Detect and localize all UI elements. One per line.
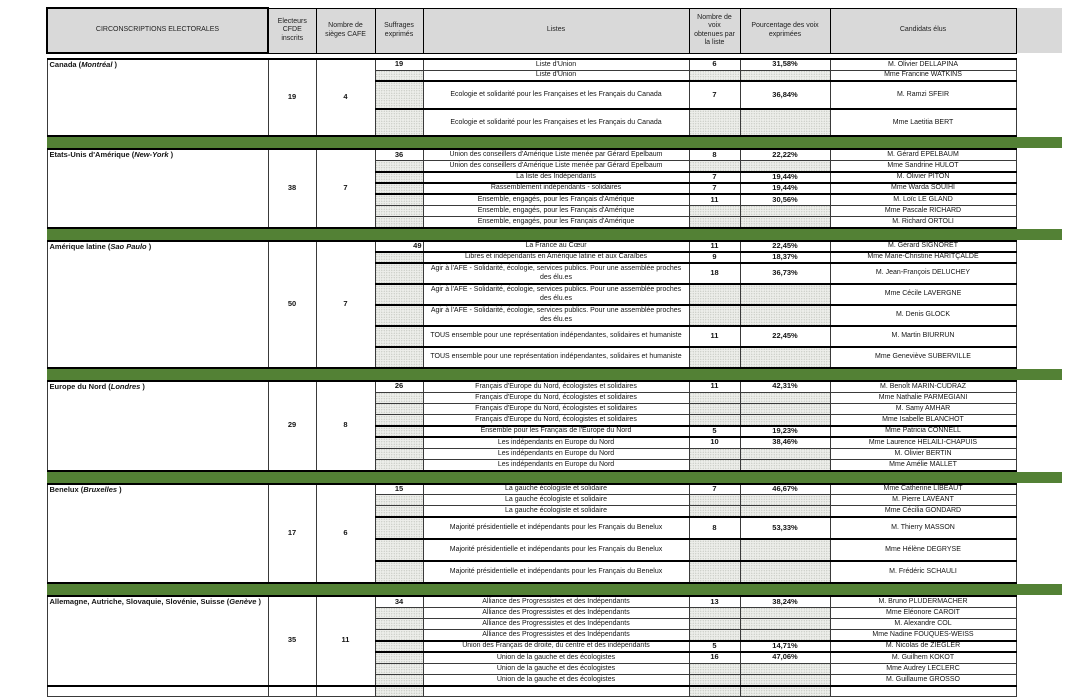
liste-cell: Français d'Europe du Nord, écologistes et solidaires <box>423 381 689 392</box>
candidat-cell: M. Ramzi SFEIR <box>830 81 1016 109</box>
result-row <box>47 381 1062 392</box>
liste-cell: Les indépendants en Europe du Nord <box>423 459 689 470</box>
circonscription-place: Londres <box>110 382 141 392</box>
voix-cell <box>689 561 740 583</box>
voix-cell <box>689 630 740 641</box>
column-header-suffrages: Suffrages exprimés <box>375 8 423 53</box>
liste-cell: Alliance des Progressistes et des Indépendants <box>423 630 689 641</box>
pourcentage-cell <box>740 205 830 216</box>
pourcentage-cell <box>740 674 830 685</box>
liste-cell: Français d'Europe du Nord, écologistes et solidaires <box>423 403 689 414</box>
electeurs-cell: 38 <box>268 149 316 227</box>
candidat-cell: Mme Nathalie PARMEGIANI <box>830 392 1016 403</box>
result-row <box>47 484 1062 495</box>
result-row <box>47 241 1062 252</box>
candidat-cell: Mme Marie-Christine HARITÇALDE <box>830 252 1016 263</box>
voix-cell <box>689 217 740 228</box>
candidat-cell: M. Olivier DELLAPINA <box>830 59 1016 70</box>
electeurs-cell: 35 <box>268 596 316 686</box>
section-separator-bar <box>47 228 1062 241</box>
pourcentage-cell <box>740 495 830 506</box>
column-header-candidats: Candidats élus <box>830 8 1016 53</box>
voix-cell <box>689 392 740 403</box>
liste-cell: Français d'Europe du Nord, écologistes et solidaires <box>423 415 689 426</box>
pourcentage-cell: 30,56% <box>740 194 830 205</box>
voix-cell <box>689 448 740 459</box>
suffrages-cell-empty <box>375 437 423 448</box>
section-separator <box>47 368 1062 381</box>
candidat-cell: Mme Cécile LAVERGNE <box>830 284 1016 305</box>
suffrages-cell-empty <box>375 607 423 618</box>
column-header-sieges: Nombre de sièges CAFE <box>316 8 375 53</box>
suffrages-cell-empty <box>375 347 423 368</box>
clipped-cell <box>375 686 423 697</box>
voix-cell: 11 <box>689 326 740 347</box>
voix-cell <box>689 347 740 368</box>
pourcentage-cell: 46,67% <box>740 484 830 495</box>
suffrages-cell-empty <box>375 663 423 674</box>
voix-cell: 7 <box>689 81 740 109</box>
column-header-pourcentage: Pourcentage des voix exprimées <box>740 8 830 53</box>
electeurs-cell: 50 <box>268 241 316 368</box>
liste-cell: Agir à l'AFE - Solidarité, écologie, services publics. Pour une assemblée proches des élu.es <box>423 263 689 284</box>
suffrages-cell-empty <box>375 217 423 228</box>
pourcentage-cell <box>740 630 830 641</box>
pourcentage-cell <box>740 539 830 561</box>
liste-cell: La gauche écologiste et solidaire <box>423 484 689 495</box>
candidat-cell: M. Loïc LE GLAND <box>830 194 1016 205</box>
pourcentage-cell: 19,44% <box>740 183 830 194</box>
liste-cell: Liste d'Union <box>423 70 689 81</box>
voix-cell: 5 <box>689 641 740 652</box>
voix-cell <box>689 109 740 137</box>
liste-cell: Français d'Europe du Nord, écologistes et solidaires <box>423 392 689 403</box>
candidat-cell: M. Richard ORTOLI <box>830 217 1016 228</box>
pourcentage-cell: 53,33% <box>740 517 830 539</box>
circonscription-name: Amérique latine ( <box>49 241 111 251</box>
circonscription-place: Sao Paulo <box>110 241 147 251</box>
suffrages-cell-empty <box>375 172 423 183</box>
liste-cell: Les indépendants en Europe du Nord <box>423 448 689 459</box>
candidat-cell: Mme Laetitia BERT <box>830 109 1016 137</box>
suffrages-cell-empty <box>375 495 423 506</box>
result-row <box>47 59 1062 70</box>
circonscription-place: Genève <box>229 597 257 607</box>
suffrages-cell-empty <box>375 252 423 263</box>
column-header-circonscriptions: CIRCONSCRIPTIONS ELECTORALES <box>47 8 268 53</box>
voix-cell <box>689 403 740 414</box>
voix-cell: 6 <box>689 59 740 70</box>
liste-cell: Ecologie et solidarité pour les Françaises et les Français du Canada <box>423 109 689 137</box>
result-row <box>47 596 1062 607</box>
circonscription-place: New-York <box>134 150 169 160</box>
liste-cell: Majorité présidentielle et indépendants pour les Français du Benelux <box>423 561 689 583</box>
pourcentage-cell: 36,73% <box>740 263 830 284</box>
liste-cell: La gauche écologiste et solidaire <box>423 495 689 506</box>
candidat-cell: M. Thierry MASSON <box>830 517 1016 539</box>
candidat-cell: Mme Pascale RICHARD <box>830 205 1016 216</box>
liste-cell: Union des Français de droite, du centre et des indépendants <box>423 641 689 652</box>
voix-cell <box>689 459 740 470</box>
results-document <box>46 7 1062 697</box>
suffrages-cell-empty <box>375 205 423 216</box>
sieges-cell: 4 <box>316 59 375 136</box>
clipped-cell <box>423 686 689 697</box>
circonscription-place: Bruxelles <box>83 484 118 494</box>
liste-cell: Alliance des Progressistes et des Indépendants <box>423 619 689 630</box>
voix-cell: 5 <box>689 426 740 437</box>
pourcentage-cell <box>740 561 830 583</box>
liste-cell: TOUS ensemble pour une représentation indépendantes, solidaires et humaniste <box>423 326 689 347</box>
pourcentage-cell <box>740 506 830 517</box>
liste-cell: Alliance des Progressistes et des Indépendants <box>423 607 689 618</box>
pourcentage-cell <box>740 607 830 618</box>
clipped-cell <box>316 686 375 697</box>
section-separator <box>47 136 1062 149</box>
candidat-cell: M. Benoît MARIN-CUDRAZ <box>830 381 1016 392</box>
circonscription-paren: ) <box>256 597 261 607</box>
liste-cell: Les indépendants en Europe du Nord <box>423 437 689 448</box>
section-separator <box>47 228 1062 241</box>
clipped-cell <box>689 686 740 697</box>
clipped-cell <box>740 686 830 697</box>
candidat-cell: M. Alexandre COL <box>830 619 1016 630</box>
pourcentage-cell <box>740 305 830 326</box>
voix-cell <box>689 495 740 506</box>
header-row <box>47 8 1062 53</box>
liste-cell: La liste des Indépendants <box>423 172 689 183</box>
circonscription-paren: ) <box>117 484 122 494</box>
liste-cell: La gauche écologiste et solidaire <box>423 506 689 517</box>
suffrages-cell: 34 <box>375 596 423 607</box>
suffrages-cell-empty <box>375 392 423 403</box>
voix-cell: 10 <box>689 437 740 448</box>
liste-cell: Union de la gauche et des écologistes <box>423 674 689 685</box>
sieges-cell: 7 <box>316 149 375 227</box>
suffrages-cell-empty <box>375 561 423 583</box>
liste-cell: Agir à l'AFE - Solidarité, écologie, services publics. Pour une assemblée proches des élu.es <box>423 305 689 326</box>
electeurs-cell: 17 <box>268 484 316 584</box>
pourcentage-cell <box>740 459 830 470</box>
suffrages-cell-empty <box>375 403 423 414</box>
row-spacer <box>1016 59 1062 136</box>
circonscription-place: Montréal <box>81 60 113 69</box>
liste-cell: Union des conseillers d'Amérique Liste menée par Gérard Epelbaum <box>423 149 689 160</box>
pourcentage-cell <box>740 663 830 674</box>
voix-cell: 13 <box>689 596 740 607</box>
column-header-electeurs: Electeurs CFDE inscrits <box>268 8 316 53</box>
voix-cell <box>689 205 740 216</box>
candidat-cell: M. Jean-François DELUCHEY <box>830 263 1016 284</box>
header-spacer <box>1016 8 1062 53</box>
suffrages-cell-empty <box>375 305 423 326</box>
candidat-cell: Mme Amélie MALLET <box>830 459 1016 470</box>
pourcentage-cell: 36,84% <box>740 81 830 109</box>
pourcentage-cell: 22,45% <box>740 326 830 347</box>
pourcentage-cell <box>740 619 830 630</box>
candidat-cell: Mme Catherine LIBEAUT <box>830 484 1016 495</box>
pourcentage-cell: 38,24% <box>740 596 830 607</box>
pourcentage-cell: 47,06% <box>740 652 830 663</box>
suffrages-cell-empty <box>375 448 423 459</box>
electeurs-cell: 19 <box>268 59 316 136</box>
liste-cell: Liste d'Union <box>423 59 689 70</box>
suffrages-cell: 15 <box>375 484 423 495</box>
candidat-cell: M. Martin BIURRUN <box>830 326 1016 347</box>
candidat-cell: Mme Hélène DEGRYSE <box>830 539 1016 561</box>
clipped-cell <box>1016 686 1062 697</box>
pourcentage-cell <box>740 403 830 414</box>
liste-cell: Ensemble pour les Français de l'Europe du Nord <box>423 426 689 437</box>
liste-cell: Union de la gauche et des écologistes <box>423 652 689 663</box>
column-header-listes: Listes <box>423 8 689 53</box>
candidat-cell: Mme Eléonore CAROIT <box>830 607 1016 618</box>
suffrages-cell-empty <box>375 426 423 437</box>
circonscription-paren: ) <box>140 382 145 392</box>
suffrages-cell: 26 <box>375 381 423 392</box>
voix-cell: 11 <box>689 381 740 392</box>
voix-cell: 8 <box>689 517 740 539</box>
candidat-cell: M. Denis GLOCK <box>830 305 1016 326</box>
suffrages-cell: 49 <box>375 241 423 252</box>
suffrages-cell-empty <box>375 326 423 347</box>
pourcentage-cell <box>740 161 830 172</box>
section-separator-bar <box>47 136 1062 149</box>
pourcentage-cell <box>740 217 830 228</box>
liste-cell: Libres et indépendants en Amérique latine et aux Caraïbes <box>423 252 689 263</box>
pourcentage-cell: 19,44% <box>740 172 830 183</box>
liste-cell: Agir à l'AFE - Solidarité, écologie, services publics. Pour une assemblée proches des élu.es <box>423 284 689 305</box>
voix-cell: 11 <box>689 241 740 252</box>
voix-cell <box>689 619 740 630</box>
circonscription-name: Europe du Nord ( <box>49 382 111 392</box>
suffrages-cell-empty <box>375 517 423 539</box>
voix-cell <box>689 415 740 426</box>
suffrages-cell-empty <box>375 630 423 641</box>
suffrages-cell-empty <box>375 506 423 517</box>
pourcentage-cell: 22,22% <box>740 149 830 160</box>
pourcentage-cell <box>740 448 830 459</box>
pourcentage-cell: 31,58% <box>740 59 830 70</box>
circonscription-paren: ) <box>112 60 118 69</box>
clipped-row <box>47 686 1062 697</box>
sieges-cell: 7 <box>316 241 375 368</box>
suffrages-cell-empty <box>375 674 423 685</box>
electeurs-cell: 29 <box>268 381 316 471</box>
circonscription-name: Allemagne, Autriche, Slovaquie, Slovénie, Suisse ( <box>49 597 230 607</box>
suffrages-cell-empty <box>375 194 423 205</box>
voix-cell: 7 <box>689 484 740 495</box>
circonscription-cell <box>47 381 268 471</box>
row-spacer <box>1016 596 1062 686</box>
suffrages-cell-empty <box>375 263 423 284</box>
suffrages-cell-empty <box>375 415 423 426</box>
liste-cell: Union de la gauche et des écologistes <box>423 663 689 674</box>
voix-cell: 9 <box>689 252 740 263</box>
suffrages-cell-empty <box>375 641 423 652</box>
voix-cell <box>689 607 740 618</box>
circonscription-cell <box>47 596 268 686</box>
liste-cell: Majorité présidentielle et indépendants pour les Français du Benelux <box>423 517 689 539</box>
candidat-cell: Mme Isabelle BLANCHOT <box>830 415 1016 426</box>
candidat-cell: M. Frédéric SCHAULI <box>830 561 1016 583</box>
circonscription-cell <box>47 59 268 136</box>
suffrages-cell-empty <box>375 284 423 305</box>
pourcentage-cell: 22,45% <box>740 241 830 252</box>
liste-cell: Majorité présidentielle et indépendants pour les Français du Benelux <box>423 539 689 561</box>
voix-cell: 16 <box>689 652 740 663</box>
liste-cell: Ensemble, engagés, pour les Français d'Amérique <box>423 205 689 216</box>
candidat-cell: M. Guillaume GROSSO <box>830 674 1016 685</box>
voix-cell <box>689 161 740 172</box>
candidat-cell: Mme Francine WATKINS <box>830 70 1016 81</box>
voix-cell <box>689 305 740 326</box>
voix-cell: 7 <box>689 183 740 194</box>
pourcentage-cell: 18,37% <box>740 252 830 263</box>
result-row <box>47 149 1062 160</box>
section-separator-bar <box>47 471 1062 484</box>
circonscription-name: Canada ( <box>49 60 82 69</box>
clipped-cell <box>47 686 268 697</box>
candidat-cell: M. Guilhem KOKOT <box>830 652 1016 663</box>
circonscription-paren: ) <box>168 150 174 160</box>
section-separator <box>47 471 1062 484</box>
candidat-cell: Mme Sandrine HULOT <box>830 161 1016 172</box>
voix-cell <box>689 70 740 81</box>
suffrages-cell-empty <box>375 81 423 109</box>
candidat-cell: Mme Nadine FOUQUES-WEISS <box>830 630 1016 641</box>
pourcentage-cell: 19,23% <box>740 426 830 437</box>
voix-cell: 11 <box>689 194 740 205</box>
liste-cell: TOUS ensemble pour une représentation indépendantes, solidaires et humaniste <box>423 347 689 368</box>
voix-cell <box>689 506 740 517</box>
row-spacer <box>1016 484 1062 584</box>
voix-cell <box>689 674 740 685</box>
results-table <box>46 7 1062 697</box>
candidat-cell: M. Olivier PITON <box>830 172 1016 183</box>
section-separator-bar <box>47 583 1062 596</box>
pourcentage-cell <box>740 415 830 426</box>
voix-cell <box>689 663 740 674</box>
liste-cell: Ecologie et solidarité pour les Françaises et les Français du Canada <box>423 81 689 109</box>
column-header-voix: Nombre de voix obtenues par la liste <box>689 8 740 53</box>
candidat-cell: Mme Laurence HELAILI-CHAPUIS <box>830 437 1016 448</box>
voix-cell <box>689 284 740 305</box>
candidat-cell: M. Gérard SIGNORET <box>830 241 1016 252</box>
liste-cell: Alliance des Progressistes et des Indépendants <box>423 596 689 607</box>
sieges-cell: 8 <box>316 381 375 471</box>
suffrages-cell-empty <box>375 70 423 81</box>
suffrages-cell-empty <box>375 652 423 663</box>
sieges-cell: 11 <box>316 596 375 686</box>
liste-cell: La France au Cœur <box>423 241 689 252</box>
sieges-cell: 6 <box>316 484 375 584</box>
liste-cell: Rassemblement indépendants - solidaires <box>423 183 689 194</box>
candidat-cell: M. Pierre LAVÉANT <box>830 495 1016 506</box>
circonscription-cell <box>47 484 268 584</box>
circonscription-name: Etats-Unis d'Amérique ( <box>49 150 135 160</box>
pourcentage-cell <box>740 109 830 137</box>
suffrages-cell-empty <box>375 161 423 172</box>
row-spacer <box>1016 381 1062 471</box>
row-spacer <box>1016 149 1062 227</box>
section-separator-bar <box>47 368 1062 381</box>
pourcentage-cell <box>740 284 830 305</box>
suffrages-cell: 36 <box>375 149 423 160</box>
suffrages-cell-empty <box>375 539 423 561</box>
suffrages-cell-empty <box>375 183 423 194</box>
candidat-cell: Mme Geneviève SUBERVILLE <box>830 347 1016 368</box>
candidat-cell: M. Gérard EPELBAUM <box>830 149 1016 160</box>
suffrages-cell: 19 <box>375 59 423 70</box>
circonscription-name: Benelux ( <box>49 484 84 494</box>
candidat-cell: Mme Audrey LECLERC <box>830 663 1016 674</box>
candidat-cell: M. Bruno PLUDERMACHER <box>830 596 1016 607</box>
pourcentage-cell: 42,31% <box>740 381 830 392</box>
clipped-cell <box>268 686 316 697</box>
candidat-cell: Mme Warda SOUIHI <box>830 183 1016 194</box>
suffrages-cell-empty <box>375 619 423 630</box>
pourcentage-cell: 14,71% <box>740 641 830 652</box>
suffrages-cell-empty <box>375 109 423 137</box>
clipped-cell <box>830 686 1016 697</box>
liste-cell: Ensemble, engagés, pour les Français d'Amérique <box>423 217 689 228</box>
liste-cell: Union des conseillers d'Amérique Liste menée par Gérard Epelbaum <box>423 161 689 172</box>
voix-cell: 7 <box>689 172 740 183</box>
voix-cell <box>689 539 740 561</box>
candidat-cell: M. Samy AMHAR <box>830 403 1016 414</box>
suffrages-cell-empty <box>375 459 423 470</box>
voix-cell: 8 <box>689 149 740 160</box>
circonscription-cell <box>47 241 268 368</box>
pourcentage-cell <box>740 70 830 81</box>
row-spacer <box>1016 241 1062 368</box>
circonscription-paren: ) <box>146 241 152 251</box>
section-separator <box>47 583 1062 596</box>
candidat-cell: Mme Cécilia GONDARD <box>830 506 1016 517</box>
pourcentage-cell <box>740 392 830 403</box>
pourcentage-cell <box>740 347 830 368</box>
liste-cell: Ensemble, engagés, pour les Français d'Amérique <box>423 194 689 205</box>
candidat-cell: M. Nicolas de ZIEGLER <box>830 641 1016 652</box>
voix-cell: 18 <box>689 263 740 284</box>
pourcentage-cell: 38,46% <box>740 437 830 448</box>
candidat-cell: Mme Patricia CONNELL <box>830 426 1016 437</box>
circonscription-cell <box>47 149 268 227</box>
candidat-cell: M. Olivier BERTIN <box>830 448 1016 459</box>
